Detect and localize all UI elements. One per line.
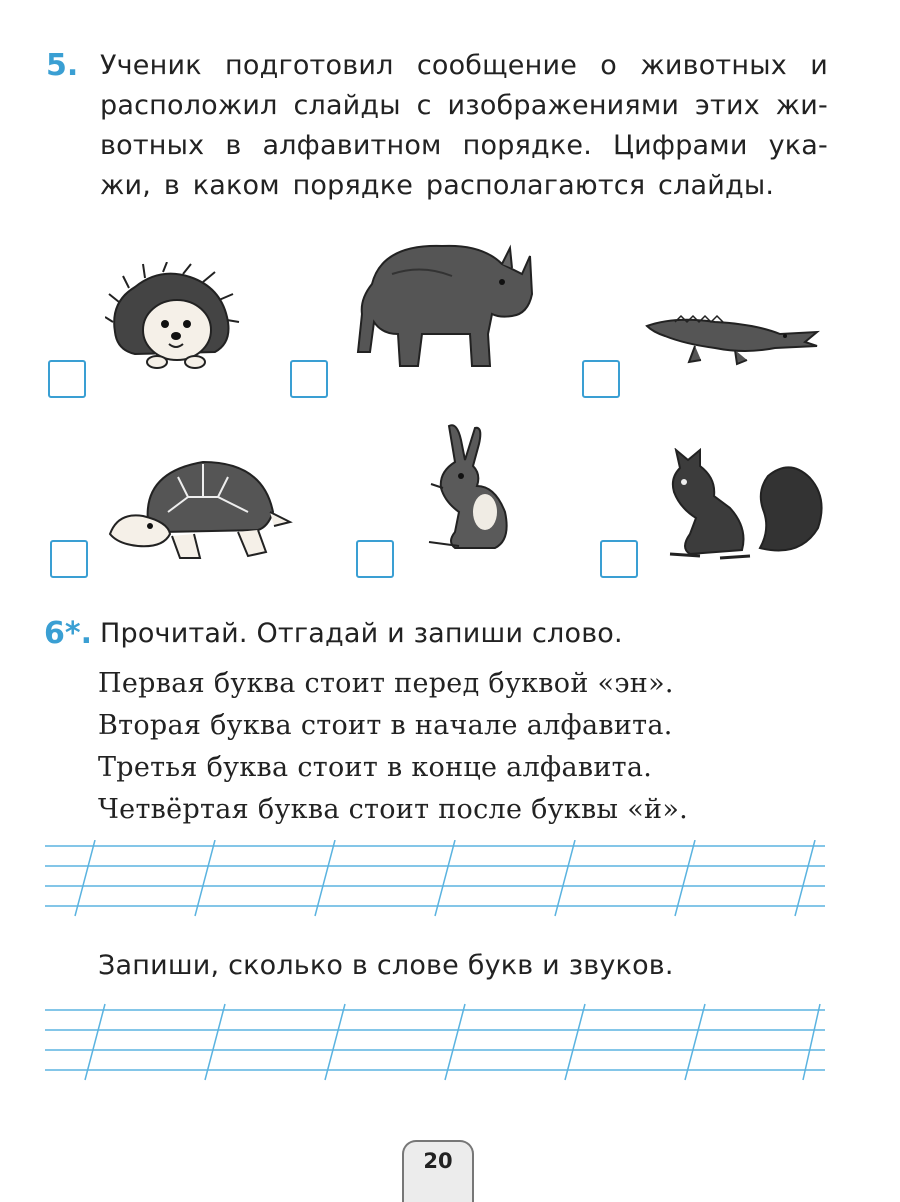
word: алфавитном: [262, 130, 442, 161]
rhinoceros-icon: [352, 234, 537, 374]
slide-number-box[interactable]: [48, 360, 86, 398]
word: вотных: [100, 130, 205, 161]
word: изображениями: [447, 90, 680, 121]
task-5-number: 5.: [46, 48, 79, 83]
riddle-line-3: Третья буква стоит в конце алфавита.: [98, 752, 653, 783]
slide-number-box[interactable]: [582, 360, 620, 398]
turtle-icon: [108, 452, 293, 562]
word: расположил: [100, 90, 278, 121]
task-6-instruction: Прочитай. Отгадай и запиши слово.: [100, 618, 623, 649]
hedgehog-icon: [105, 262, 240, 372]
task-5-line-2: [100, 86, 828, 126]
slide-number-box[interactable]: [50, 540, 88, 578]
word: и: [810, 50, 828, 81]
task-5-text: [100, 46, 828, 206]
word: слайды: [293, 90, 401, 121]
word: животных: [640, 50, 787, 81]
hare-icon: [425, 422, 525, 552]
writing-lines[interactable]: [45, 840, 825, 920]
task-5-line-3: [100, 126, 828, 166]
task-5-line-1: [100, 46, 828, 86]
word: ука-: [768, 130, 828, 161]
word: жи-: [775, 90, 828, 121]
riddle-line-1: Первая буква стоит перед буквой «эн».: [98, 668, 674, 699]
squirrel-icon: [660, 448, 825, 560]
word: с: [416, 90, 432, 121]
task-6-second-instruction: Запиши, сколько в слове букв и звуков.: [98, 950, 674, 981]
riddle-line-2: Вторая буква стоит в начале алфавита.: [98, 710, 673, 741]
task-5-line-4: [100, 166, 828, 206]
slide-number-box[interactable]: [600, 540, 638, 578]
crocodile-icon: [645, 312, 820, 367]
slide-number-box[interactable]: [356, 540, 394, 578]
slide-number-box[interactable]: [290, 360, 328, 398]
word: Цифрами: [613, 130, 748, 161]
word: жи, в каком порядке располагаются слайды.: [100, 170, 775, 201]
word: Ученик: [100, 50, 202, 81]
word: этих: [695, 90, 760, 121]
word: в: [225, 130, 242, 161]
page-number: 20: [402, 1140, 474, 1202]
riddle-line-4: Четвёртая буква стоит после буквы «й».: [98, 794, 689, 825]
word: сообщение: [416, 50, 578, 81]
word: порядке.: [462, 130, 592, 161]
writing-lines[interactable]: [45, 1002, 825, 1082]
word: подготовил: [225, 50, 394, 81]
word: о: [600, 50, 618, 81]
task-6-number: 6*.: [44, 616, 92, 651]
